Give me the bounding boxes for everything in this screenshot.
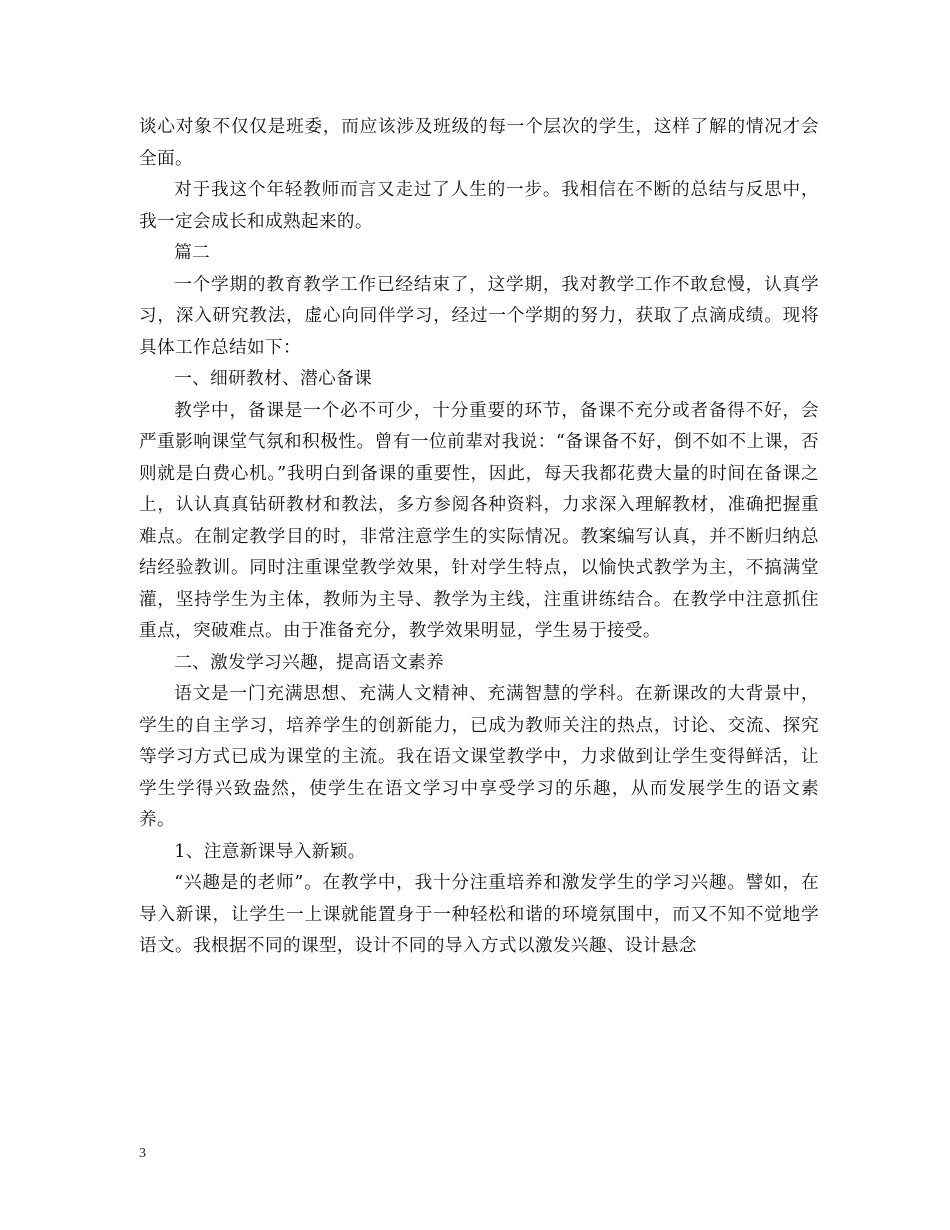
paragraph-1: 谈心对象不仅仅是班委，而应该涉及班级的每一个层次的学生，这样了解的情况才会全面。 xyxy=(139,117,819,169)
paragraph-interest: “兴趣是的老师”。在教学中，我十分注重培养和激发学生的学习兴趣。譬如，在导入新课，让学生一上课就能置身于一种轻松和谐的环境氛围中，而又不知不觉地学语文。我根据不同的课型，设计不同的导入方式以激发兴趣、设计悬念 xyxy=(139,873,819,956)
section-heading-part-two: 篇二 xyxy=(174,243,211,263)
section-heading-1: 一、细研教材、潜心备课 xyxy=(174,369,373,389)
page-body xyxy=(139,112,819,963)
paragraph-intro: 一个学期的教育教学工作已经结束了，这学期，我对教学工作不敢怠慢，认真学习，深入研究教法，虚心向同伴学习，经过一个学期的努力，获取了点滴成绩。现将具体工作总结如下： xyxy=(139,274,819,358)
subheading-1: 1、注意新课导入新颖。 xyxy=(174,841,366,862)
section-heading-2: 二、激发学习兴趣，提高语文素养 xyxy=(174,652,445,673)
paragraph-2: 对于我这个年轻教师而言又走过了人生的一步。我相信在不断的总结与反思中，我一定会成长和成熟起来的。 xyxy=(139,180,819,232)
paragraph-chinese-literacy: 语文是一门充满思想、充满人文精神、充满智慧的学科。在新课改的大背景中，学生的自主学习，培养学生的创新能力，已成为教师关注的热点，讨论、交流、探究等学习方式已成为课堂的主流。我在语文课堂教学中，力求做到让学生变得鲜活，让学生学得兴致盎然，使学生在语文学习中享受学习的乐趣，从而发展学生的语文素养。 xyxy=(139,684,819,830)
paragraph-lesson-prep: 教学中，备课是一个必不可少，十分重要的环节，备课不充分或者备得不好，会严重影响课堂气氛和积极性。曾有一位前辈对我说：“备课备不好，倒不如不上课，否则就是白费心机。”我明白到备课的重要性，因此，每天我都花费大量的时间在备课之上，认认真真钻研教材和教法，多方参阅各种资料，力求深入理解教材，准确把握重难点。在制定教学目的时，非常注意学生的实际情况。教案编写认真，并不断归纳总结经验教训。同时注重课堂教学效果，针对学生特点，以愉快式教学为主，不搞满堂灌，坚持学生为主体，教师为主导、教学为主线，注重讲练结合。在教学中注意抓住重点，突破难点。由于准备充分，教学效果明显，学生易于接受。 xyxy=(139,400,819,641)
page-number: 3 xyxy=(139,1146,146,1161)
